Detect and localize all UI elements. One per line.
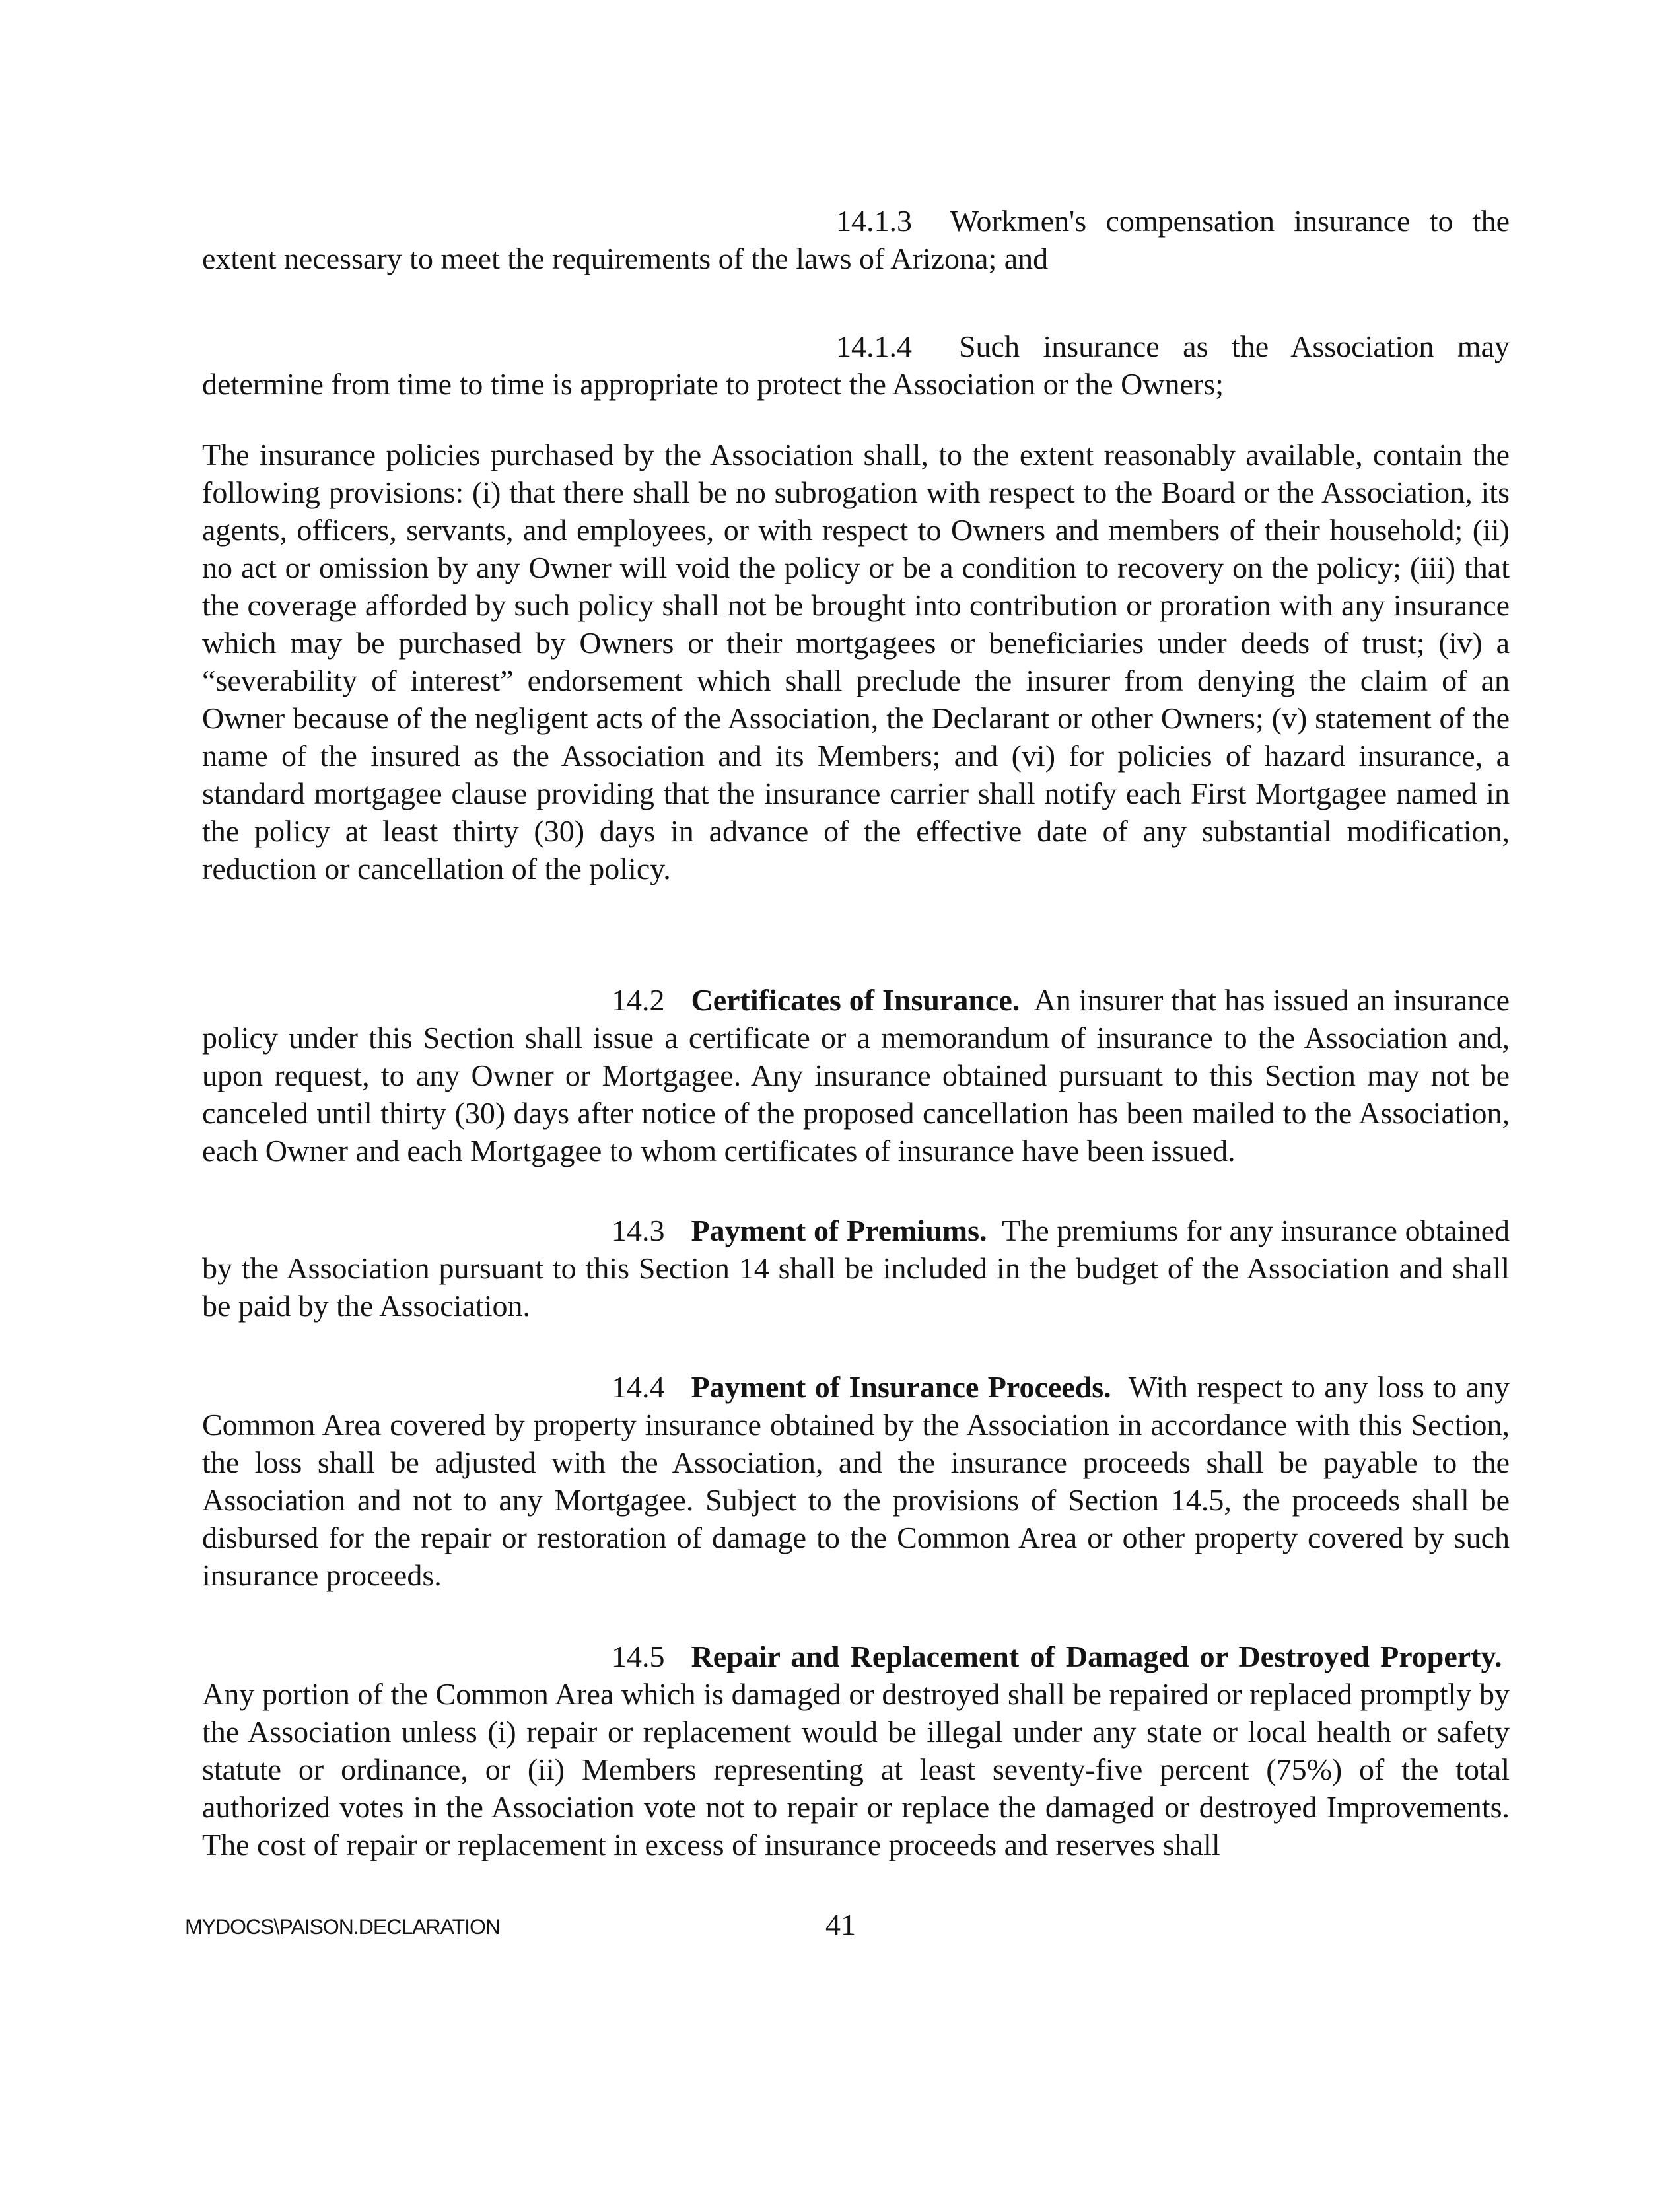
- paragraph-text: Any portion of the Common Area which is damaged or destroyed shall be repaired or replaced promptly by the Association unless (i) repair or replacement would be illegal under any state or local health or safety statute or ordinance, or (ii) Members representing at least seventy-five percent (75%) of the total authorized votes in the Association vote not to repair or replace the damaged or destroyed Improvements. The cost of repair or replacement in excess of insurance proceeds and reserves shall: [202, 1677, 1510, 1861]
- section-number: 14.5: [612, 1640, 665, 1673]
- section-number: 14.1.3: [836, 204, 912, 238]
- section-14-2: [202, 981, 1510, 1169]
- section-number: 14.2: [612, 983, 665, 1017]
- section-number: 14.4: [612, 1370, 665, 1404]
- section-number: 14.1.4: [836, 330, 912, 363]
- paragraph-text: The premiums for any insurance obtained by the Association pursuant to this Section 14 shall be included in the budget of the Association and shall be paid by the Association.: [202, 1214, 1510, 1323]
- section-14-3: [202, 1212, 1510, 1325]
- paragraph-text: With respect to any loss to any Common Area covered by property insurance obtained by the Association in accordance with this Section, the loss shall be adjusted with the Association, and the insurance proceeds shall be payable to the Association and not to any Mortgagee. Subject to the provisions of Section 14.5, the proceeds shall be disbursed for the repair or restoration of damage to the Common Area or other property covered by such insurance proceeds.: [202, 1370, 1510, 1592]
- paragraph-text: Workmen's compensation insurance to the extent necessary to meet the requirements of the laws of Arizona; and: [202, 204, 1510, 275]
- section-heading: Payment of Insurance Proceeds.: [691, 1370, 1111, 1404]
- paragraph-insurance-provisions: [202, 436, 1510, 887]
- paragraph-14-1-3: [202, 202, 1510, 277]
- section-14-4: [202, 1368, 1510, 1594]
- section-14-5: [202, 1638, 1510, 1863]
- paragraph-text: An insurer that has issued an insurance policy under this Section shall issue a certificate or a memorandum of insurance to the Association and, upon request, to any Owner or Mortgagee. Any insurance obtained pursuant to this Section may not be canceled until thirty (30) days after notice of the proposed cancellation has been mailed to the Association, each Owner and each Mortgagee to whom certificates of insurance have been issued.: [202, 983, 1510, 1167]
- paragraph-14-1-4: [202, 328, 1510, 403]
- section-heading: Payment of Premiums.: [691, 1214, 987, 1247]
- section-number: 14.3: [612, 1214, 665, 1247]
- section-heading: Certificates of Insurance.: [691, 983, 1020, 1017]
- footer-page-number: 41: [825, 1908, 856, 1941]
- section-heading: Repair and Replacement of Damaged or Destroyed Property.: [691, 1640, 1502, 1673]
- footer-document-path: MYDOCS\PAISON.DECLARATION: [185, 1915, 500, 1939]
- paragraph-text: The insurance policies purchased by the Association shall, to the extent reasonably available, contain the following provisions: (i) that there shall be no subrogation with respect to the Board or the Association, its agents, officers, servants, and employees, or with respect to Owners and members of their household; (ii) no act or omission by any Owner will void the policy or be a condition to recovery on the policy; (iii) that the coverage afforded by such policy shall not be brought into contribution or proration with any insurance which may be purchased by Owners or their mortgagees or beneficiaries under deeds of trust; (iv) a “severability of interest” endorsement which shall preclude the insurer from denying the claim of an Owner because of the negligent acts of the Association, the Declarant or other Owners; (v) statement of the name of the insured as the Association and its Members; and (vi) for policies of hazard insurance, a standard mortgagee clause providing that the insurance carrier shall notify each First Mortgagee named in the policy at least thirty (30) days in advance of the effective date of any substantial modification, reduction or cancellation of the policy.: [202, 438, 1510, 885]
- paragraph-text: Such insurance as the Association may determine from time to time is appropriate to protect the Association or the Owners;: [202, 330, 1510, 401]
